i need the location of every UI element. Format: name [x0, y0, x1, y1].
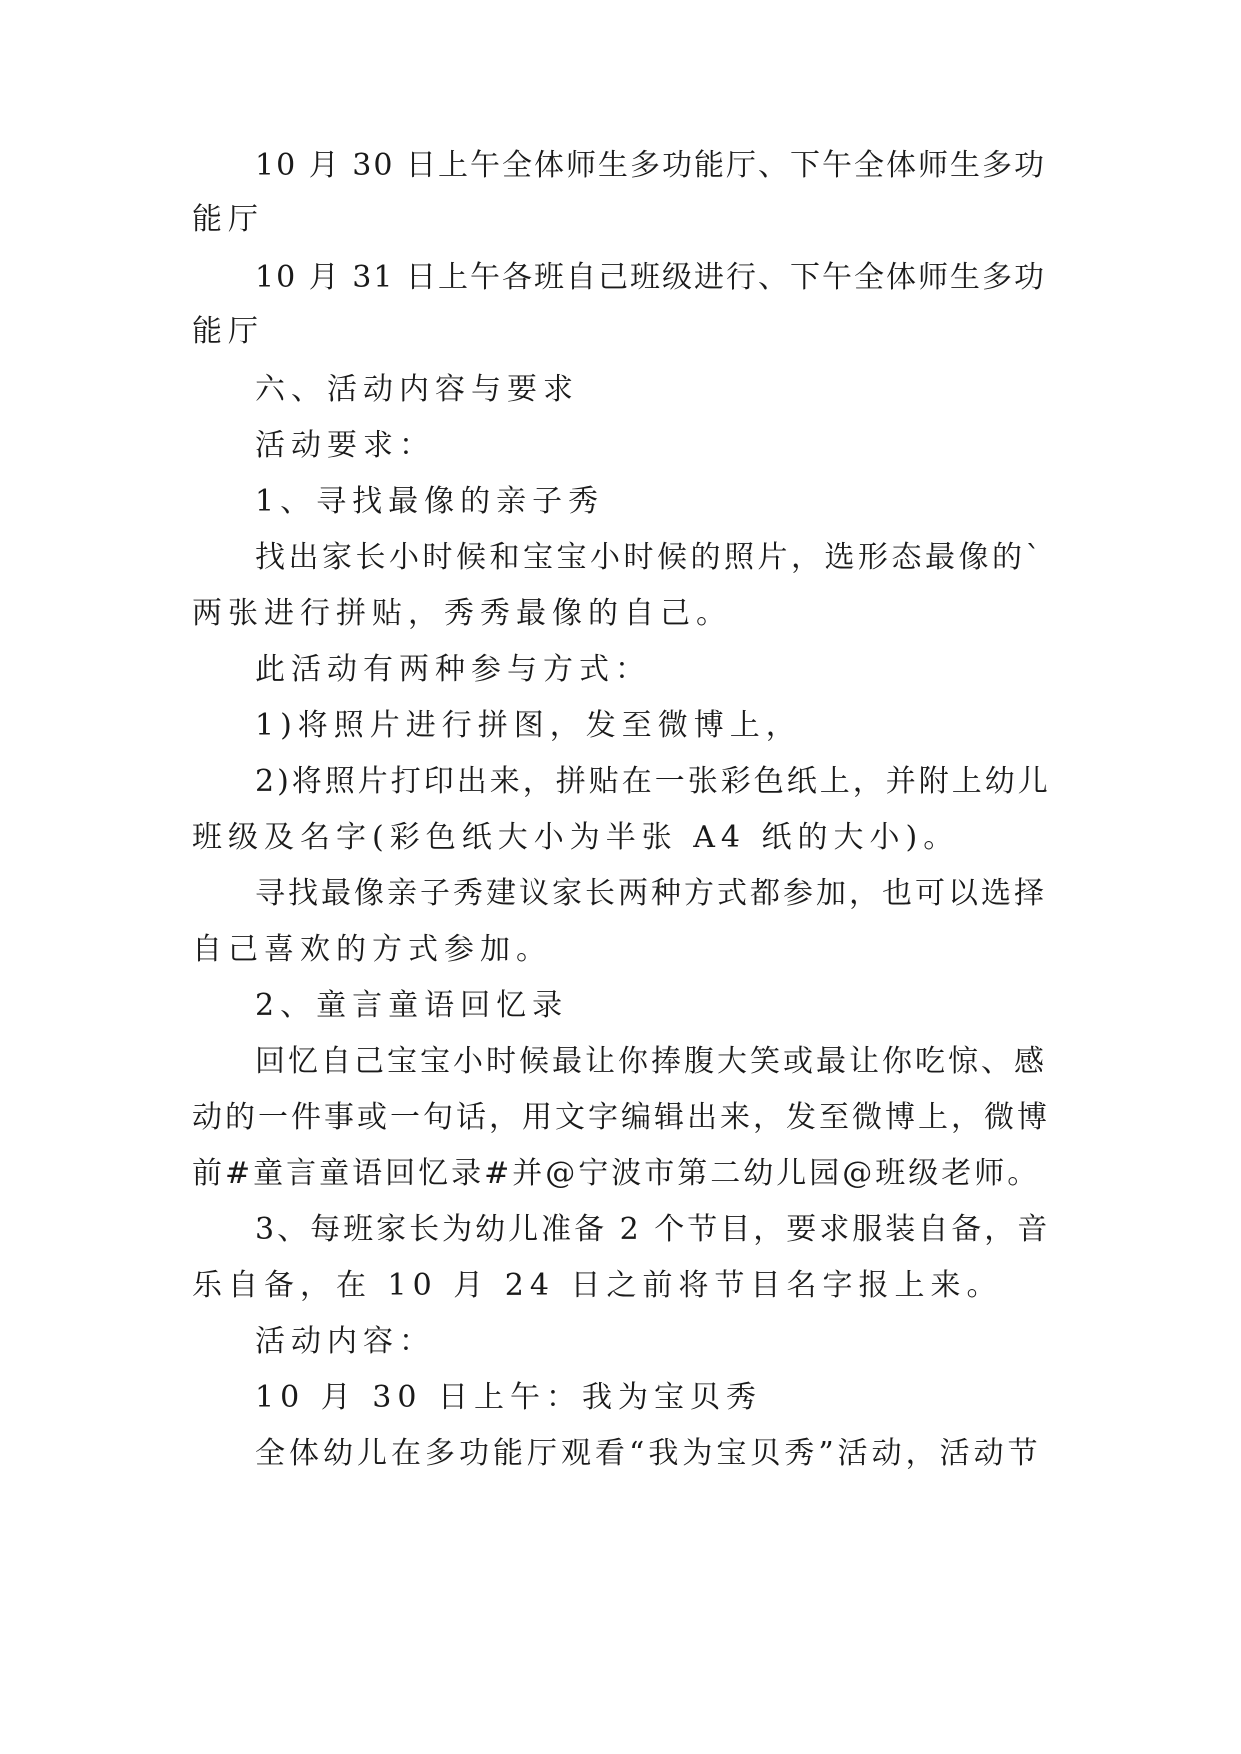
text-line: 寻找最像亲子秀建议家长两种方式都参加，也可以选择 — [255, 876, 1047, 911]
schedule-item: 10 月 30 日上午：我为宝贝秀 — [255, 1380, 762, 1415]
text-line: 前#童言童语回忆录#并@宁波市第二幼儿园@班级老师。 — [192, 1156, 1041, 1191]
text-line: 自己喜欢的方式参加。 — [192, 932, 552, 967]
subheading: 活动要求： — [255, 428, 435, 463]
text-line: 能厅 — [192, 314, 264, 349]
subheading: 活动内容： — [255, 1324, 435, 1359]
text-line: 能厅 — [192, 202, 264, 237]
text-line: 班级及名字(彩色纸大小为半张 A4 纸的大小)。 — [192, 820, 960, 855]
section-heading: 六、活动内容与要求 — [255, 372, 579, 407]
text-line: 动的一件事或一句话，用文字编辑出来，发至微博上，微博 — [192, 1100, 1050, 1135]
text-line: 此活动有两种参与方式： — [255, 652, 651, 687]
item-heading: 2、童言童语回忆录 — [255, 988, 569, 1023]
text-line: 10 月 31 日上午各班自己班级进行、下午全体师生多功 — [255, 260, 1046, 295]
text-line: 全体幼儿在多功能厅观看“我为宝贝秀”活动，活动节 — [255, 1436, 1042, 1471]
text-line: 乐自备，在 10 月 24 日之前将节目名字报上来。 — [192, 1268, 1003, 1303]
text-line: 2)将照片打印出来，拼贴在一张彩色纸上，并附上幼儿 — [255, 764, 1051, 799]
text-line: 1)将照片进行拼图，发至微博上， — [255, 708, 802, 743]
text-line: 10 月 30 日上午全体师生多功能厅、下午全体师生多功 — [255, 148, 1046, 183]
text-line: 3、每班家长为幼儿准备 2 个节目，要求服装自备，音 — [255, 1212, 1051, 1247]
text-line: 回忆自己宝宝小时候最让你捧腹大笑或最让你吃惊、感 — [255, 1044, 1047, 1079]
item-heading: 1、寻找最像的亲子秀 — [255, 484, 605, 519]
text-line: 两张进行拼贴，秀秀最像的自己。 — [192, 596, 732, 631]
text-line: 找出家长小时候和宝宝小时候的照片，选形态最像的` — [255, 540, 1044, 575]
